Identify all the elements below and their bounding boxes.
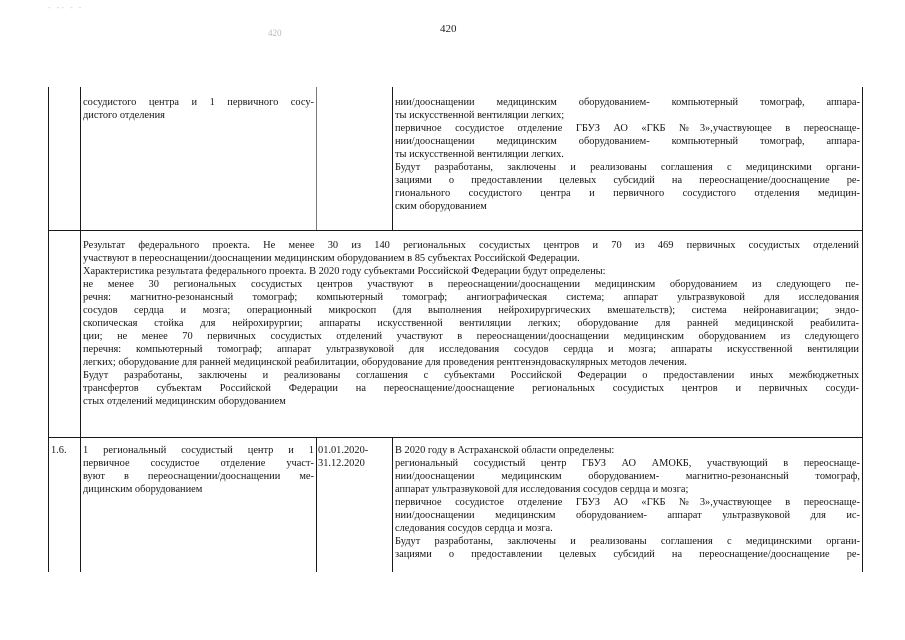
- row-description-cell: [395, 444, 860, 561]
- col-sep-3-r16: [392, 437, 393, 572]
- text-line: вуют в переоснащении/дооснащении ме-: [83, 471, 314, 482]
- row-number-cell: [51, 444, 79, 457]
- text-line: Результат федерального проекта. Не менее 30 из 140 региональных сосудистых центров и 70 из 469 первичных сосудистых отделений: [83, 240, 859, 251]
- text-line: ты искусственной вентиляции легких;: [395, 110, 565, 121]
- row-sep-2: [48, 437, 863, 438]
- text-line: речня: магнитно-резонансный томограф; компьютерный томограф; ангиографическая система; аппарат ультразвуковой для исследования: [83, 292, 859, 303]
- text-line: Будут разработаны, заключены и реализованы соглашения с медицинскими органи-: [395, 536, 860, 547]
- text-line: нии/дооснащении медицинским оборудованием- аппарат ультразвуковой для ис-: [395, 510, 860, 521]
- text-line: 1 региональный сосудистый центр и 1: [83, 445, 314, 456]
- text-line: первичное сосудистое отделение участ-: [83, 458, 314, 469]
- text-line: нии/дооснащении медицинским оборудованием- компьютерный томограф, аппара-: [395, 97, 860, 108]
- col-sep-2-top: [316, 87, 317, 230]
- text-line: Будут разработаны, заключены и реализованы соглашения с субъектами Российской Федерации о предоставлении иных межбюджетных: [83, 370, 859, 381]
- scan-marks: - -- - -: [48, 3, 84, 12]
- text-line: Характеристика результата федерального проекта. В 2020 году субъектами Российской Федерации будут определены:: [83, 266, 606, 277]
- date-start: 01.01.2020-: [318, 445, 369, 456]
- row-sep-1: [48, 230, 863, 231]
- text-line: первичное сосудистое отделение ГБУЗ АО «ГКБ №3»,участвующее в переоснаще-: [395, 497, 860, 508]
- text-line: Будут разработаны, заключены и реализованы соглашения с медицинскими органи-: [395, 162, 860, 173]
- text-line: нии/дооснащении медицинским оборудованием- магнитно-резонансный томограф,: [395, 471, 860, 482]
- col-sep-2-r16: [316, 437, 317, 572]
- ghost-page-number: 420: [268, 28, 282, 38]
- text-line: сосудистого центра и 1 первичного сосу-: [83, 97, 314, 108]
- text-line: дицинским оборудованием: [83, 484, 203, 495]
- top-row-left-cell: [83, 96, 314, 122]
- col-sep-1-r16: [80, 437, 81, 572]
- text-line: стых отделений медицинским оборудованием: [83, 396, 286, 407]
- top-row-right-cell: [395, 96, 860, 213]
- table-border-right: [862, 87, 863, 572]
- text-line: зациями о предоставлении целевых субсидий на переоснащение/дооснащение ре-: [395, 549, 860, 560]
- text-line: перечня: компьютерный томограф; аппарат ультразвуковой для исследования сосудов сердца и мозга; аппараты искусственной вентиляции: [83, 344, 859, 355]
- row-dates-cell: [318, 444, 390, 470]
- row-number: 1.6.: [51, 445, 67, 456]
- text-line: нии/дооснащении медицинским оборудованием- компьютерный томограф, аппара-: [395, 136, 860, 147]
- table-border-left: [48, 87, 49, 572]
- text-line: дистого отделения: [83, 110, 165, 121]
- row-title-cell: [83, 444, 314, 496]
- text-line: зациями о предоставлении целевых субсидий на переоснащение/дооснащение ре-: [395, 175, 860, 186]
- text-line: ты искусственной вентиляции легких.: [395, 149, 564, 160]
- text-line: легких; оборудование для ранней медицинской реабилитации, оборудование для проведения рентгенэндоваскулярных методов лечения.: [83, 357, 687, 368]
- text-line: не менее 30 региональных сосудистых центров участвуют в переоснащении/дооснащении медицинским оборудованием из следующего пе-: [83, 279, 859, 290]
- text-line: ским оборудованием: [395, 201, 487, 212]
- text-line: следования сосудов сердца и мозга.: [395, 523, 553, 534]
- text-line: скопическая стойка для нейрохирургии; аппараты искусственной вентиляции легких; оборудование для ранней медицинской реабилита-: [83, 318, 859, 329]
- text-line: аппарат ультразвуковой для исследования сосудов сердца и мозга;: [395, 484, 689, 495]
- col-sep-3-top: [392, 87, 393, 230]
- text-line: трансфертов субъектам Российской Федерации на переоснащение/дооснащение региональных сосудистых центров и первичных сосуди-: [83, 383, 859, 394]
- text-line: первичное сосудистое отделение ГБУЗ АО «ГКБ №3»,участвующее в переоснаще-: [395, 123, 860, 134]
- text-line: региональный сосудистый центр ГБУЗ АО АМОКБ, участвующий в переоснаще-: [395, 458, 860, 469]
- text-line: участвуют в переоснащении/дооснащении медицинским оборудованием в 85 субъектах Российской Федерации.: [83, 253, 580, 264]
- text-line: сосудов сердца и мозга; операционный микроскоп (для выполнения нейрохирургических вмешательств); система нейронавигации; эндо-: [83, 305, 859, 316]
- text-line: гионального сосудистого центра и первичного сосудистого отделения медицин-: [395, 188, 860, 199]
- federal-result-cell: [83, 239, 859, 408]
- col-sep-1-result: [80, 230, 81, 437]
- page-number: 420: [440, 23, 457, 35]
- date-end: 31.12.2020: [318, 458, 365, 469]
- text-line: ции; не менее 70 первичных сосудистых отделений участвуют в переоснащении/дооснащении медицинским оборудованием из следующего: [83, 331, 859, 342]
- text-line: В 2020 году в Астраханской области определены:: [395, 445, 615, 456]
- col-sep-1-top: [80, 87, 81, 230]
